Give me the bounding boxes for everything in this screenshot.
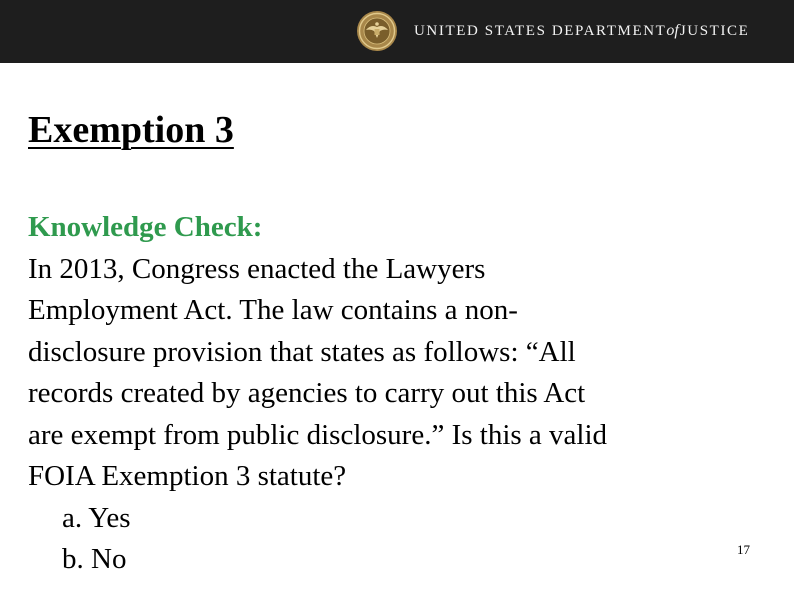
header-org-name <box>414 21 749 41</box>
slide-body <box>28 207 788 581</box>
page-number: 17 <box>737 542 750 557</box>
slide-title: Exemption 3 <box>28 109 234 151</box>
question-line: In 2013, Congress enacted the Lawyers <box>28 252 486 285</box>
question-line: records created by agencies to carry out this Act <box>28 377 586 409</box>
answer-option-a: a. Yes <box>62 501 131 534</box>
question-line: are exempt from public disclosure.” Is this a valid <box>28 418 608 451</box>
header-org-name-part2: JUSTICE <box>679 23 750 39</box>
doj-seal-icon <box>356 10 398 52</box>
answer-option-b: b. No <box>62 543 127 575</box>
question-line: FOIA Exemption 3 statute? <box>28 460 347 492</box>
header-org-name-part1: UNITED STATES DEPARTMENT <box>414 23 667 39</box>
knowledge-check-label: Knowledge Check: <box>28 211 263 243</box>
question-line: Employment Act. The law contains a non- <box>28 294 518 326</box>
question-line: disclosure provision that states as follows: “All <box>28 335 576 368</box>
header-org-name-of: of <box>666 22 679 39</box>
header-bar <box>0 0 794 63</box>
